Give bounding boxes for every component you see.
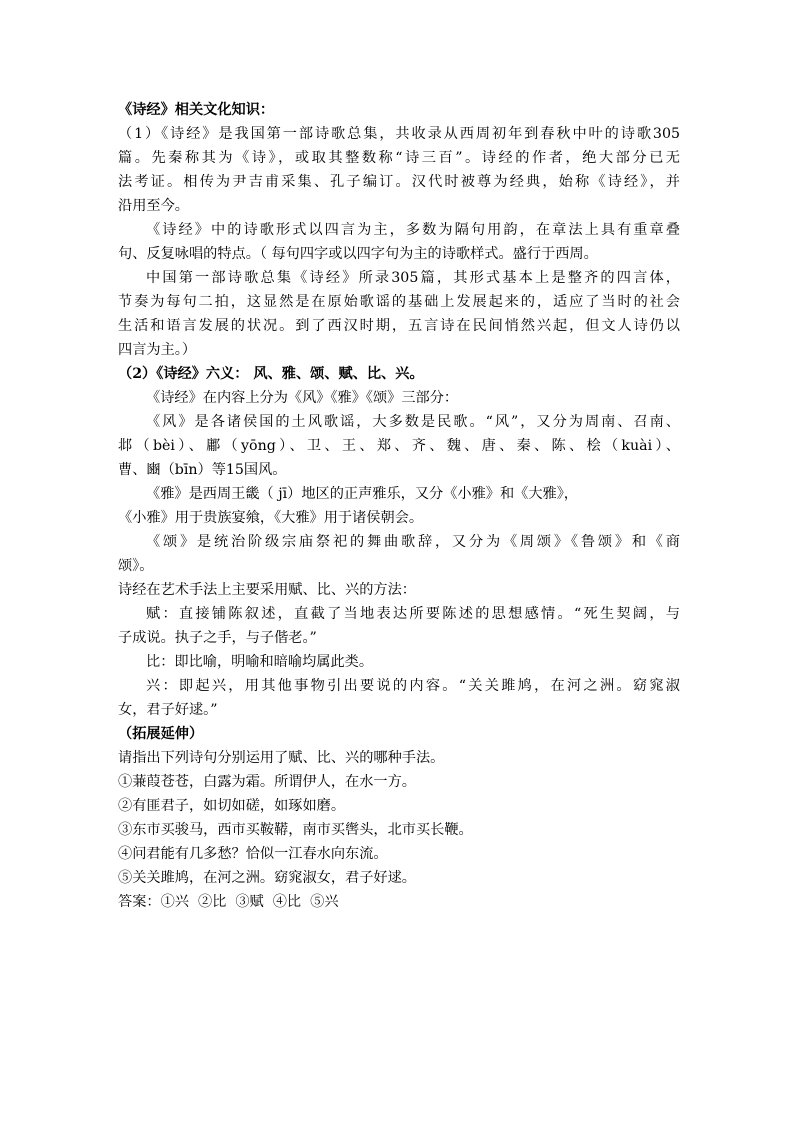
feng-paragraph (118, 410, 680, 482)
ya-paragraph (118, 482, 680, 530)
section-2-heading: （2）《诗经》六义： 风、雅、颂、赋、比、兴。 (118, 366, 424, 382)
answer-line: 答案：①兴 ②比 ③赋 ④比 ⑤兴 (118, 894, 339, 910)
text-line: 沿用至今。 (118, 198, 189, 214)
text-line: 《小雅》用于贵族宴飨，《大雅》用于诸侯朝会。 (118, 510, 424, 526)
extension-question: 请指出下列诗句分别运用了赋、比、兴的哪种手法。 (118, 750, 445, 766)
section-2-intro: 《诗经》在内容上分为《风》《雅》《颂》三部分： (146, 390, 459, 406)
text-line: 句、反复咏唱的特点。（ 每句四字或以四字句为主的诗歌样式。盛行于西周。 (118, 246, 598, 262)
exercise-list (118, 770, 680, 890)
text-line: 节奏为每句二拍，这显然是在原始歌谣的基础上发展起来的，适应了当时的社会 (118, 294, 680, 310)
text-line: （1）《诗经》是我国第一部诗歌总集，共收录从西周初年到春秋中叶的诗歌305 (118, 126, 680, 142)
document-title: 《诗经》相关文化知识： (118, 102, 275, 118)
fu-paragraph (118, 602, 680, 650)
text-line: 中国第一部诗歌总集《诗经》所录305篇，其形式基本上是整齐的四言体， (146, 270, 680, 286)
text-line: 《诗经》中的诗歌形式以四言为主，多数为隔句用韵，在章法上具有重章叠 (146, 222, 680, 238)
text-line: 女，君子好逑。” (118, 702, 218, 718)
text-line: 四言为主。） (118, 342, 197, 358)
text-line: 法考证。相传为尹吉甫采集、孔子编订。汉代时被尊为经典，始称《诗经》，并 (118, 174, 680, 190)
text-line: 《颂》是统治阶级宗庙祭祀的舞曲歌辞，又分为《周颂》《鲁颂》和《商 (146, 534, 680, 550)
text-line: 子成说。执子之手，与子偕老。” (118, 630, 317, 646)
text-line: 《风》是各诸侯国的土风歌谣，大多数是民歌。“风”，又分为周南、召南、 (146, 414, 680, 430)
bi-paragraph: 比：即比喻，明喻和暗喻均属此类。 (146, 654, 374, 670)
text-line: 生活和语言发展的状况。到了西汉时期，五言诗在民间悄然兴起，但文人诗仍以 (118, 318, 680, 334)
list-item: ③东市买骏马，西市买鞍鞯，南市买辔头，北市买长鞭。 (118, 822, 473, 838)
section-1-paragraph-3 (118, 266, 680, 362)
section-1-paragraph-1 (118, 122, 680, 218)
text-line: 曹、豳（bīn）等15国风。 (118, 462, 287, 478)
section-1-paragraph-2 (118, 218, 680, 266)
extension-heading: （拓展延伸） (118, 726, 204, 742)
list-item: ①蒹葭苍苍，白露为霜。所谓伊人，在水一方。 (118, 774, 416, 790)
list-item: ④问君能有几多愁？恰似一江春水向东流。 (118, 846, 388, 862)
text-line: 篇。先秦称其为《诗》，或取其整数称“诗三百”。诗经的作者，绝大部分已无 (118, 150, 680, 166)
song-paragraph (118, 530, 680, 578)
document-page (118, 98, 680, 914)
text-line: 兴：即起兴，用其他事物引出要说的内容。“关关雎鸠，在河之洲。窈窕淑 (146, 678, 680, 694)
text-line: 《雅》是西周王畿（ jī）地区的正声雅乐，又分《小雅》和《大雅》， (146, 486, 578, 502)
xing-paragraph (118, 674, 680, 722)
list-item: ②有匪君子，如切如磋，如琢如磨。 (118, 798, 346, 814)
techniques-intro: 诗经在艺术手法上主要采用赋、比、兴的方法： (118, 582, 416, 598)
text-line: 邶（bèi）、鄘（yōng）、卫、王、郑、齐、魏、唐、秦、陈、桧（kuài）、 (118, 438, 680, 454)
text-line: 赋：直接铺陈叙述，直截了当地表达所要陈述的思想感情。“死生契阔，与 (146, 606, 680, 622)
list-item: ⑤关关雎鸠，在河之洲。窈窕淑女，君子好逑。 (118, 870, 416, 886)
text-line: 颂》。 (118, 558, 154, 574)
